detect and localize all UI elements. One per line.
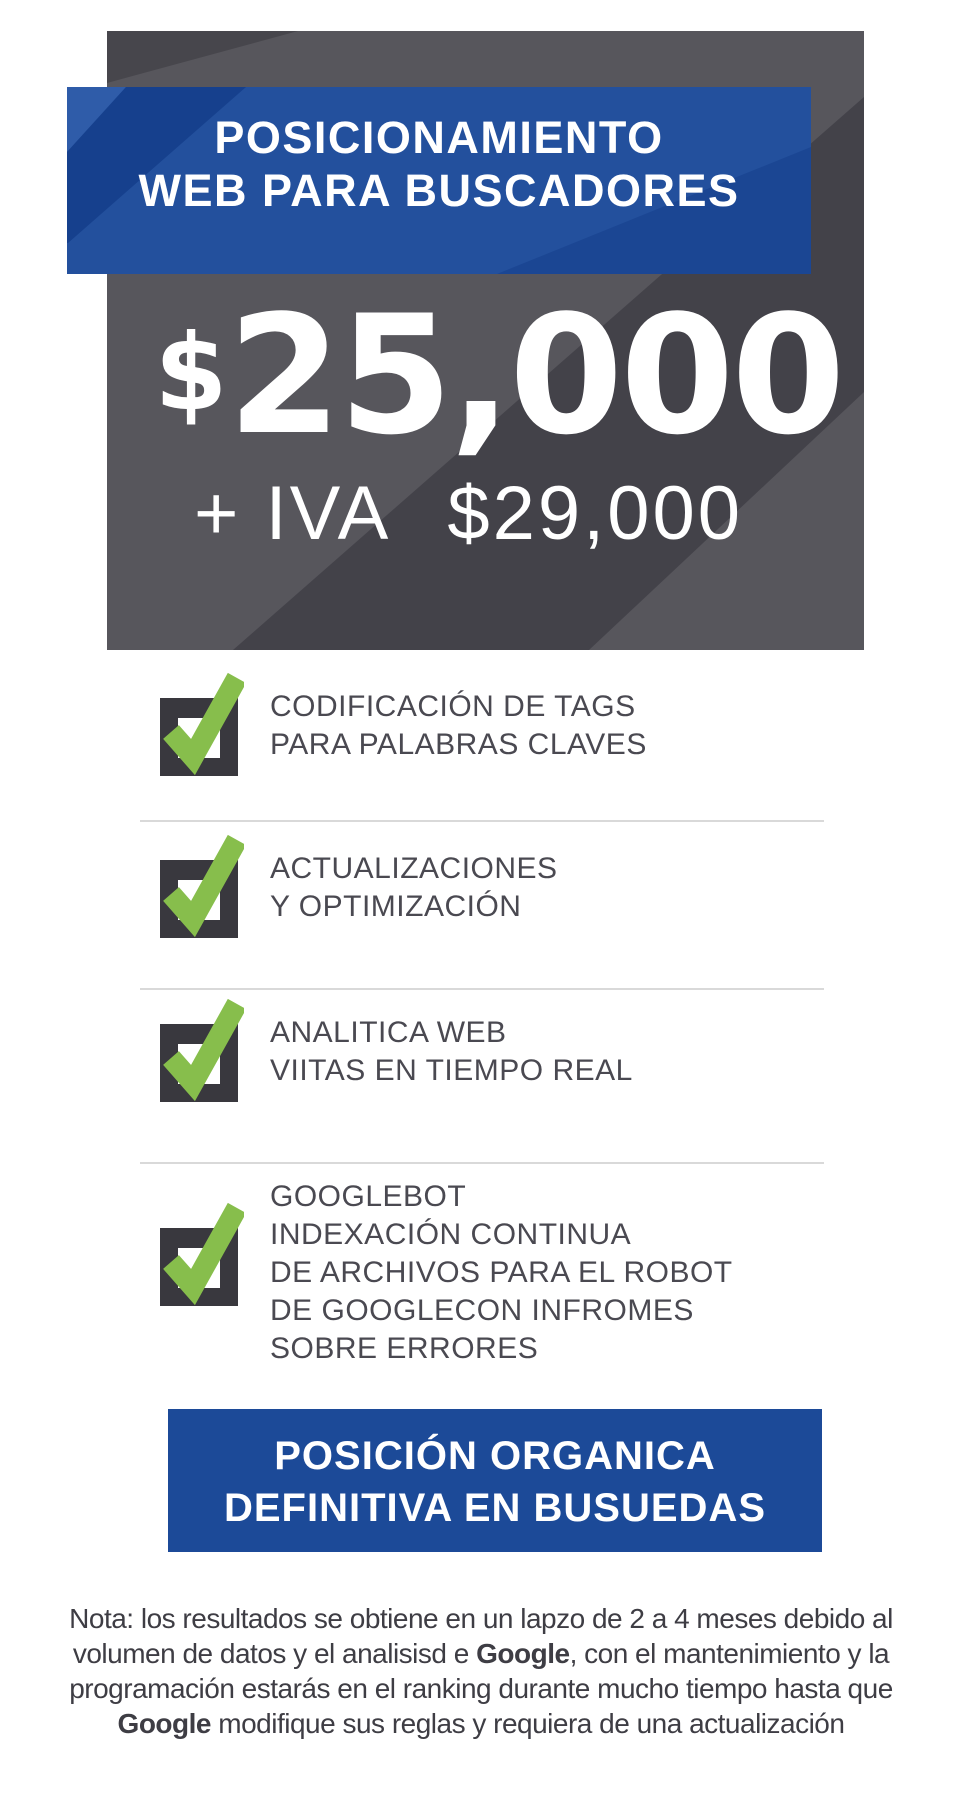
checkbox-checked-icon bbox=[156, 1196, 244, 1310]
note-text: modifique sus reglas y requiera de una actualización bbox=[211, 1708, 845, 1739]
checklist-item-3 bbox=[270, 1014, 870, 1090]
checkbox-checked-icon bbox=[156, 992, 244, 1106]
checklist-item-4 bbox=[270, 1178, 870, 1368]
checklist-item-line: SOBRE ERRORES bbox=[270, 1332, 539, 1365]
divider bbox=[140, 820, 824, 822]
checklist-item-line: Y OPTIMIZACIÓN bbox=[270, 890, 522, 923]
page-title bbox=[67, 87, 811, 217]
note-text: , con el mantenimiento y la bbox=[569, 1638, 890, 1669]
divider bbox=[140, 1162, 824, 1164]
title-line-1: POSICIONAMIENTO bbox=[214, 112, 664, 163]
currency-symbol: $ bbox=[154, 311, 228, 434]
checklist-item-line: CODIFICACIÓN DE TAGS bbox=[270, 690, 636, 723]
checklist-item-1 bbox=[270, 688, 870, 764]
checkbox-checked-icon bbox=[156, 666, 244, 780]
checkbox-checked-icon bbox=[156, 828, 244, 942]
note-bold-google: Google bbox=[117, 1708, 211, 1739]
result-banner-line-1: POSICIÓN ORGANICA bbox=[274, 1434, 716, 1478]
checklist-item-line: DE GOOGLECON INFROMES bbox=[270, 1294, 694, 1327]
checklist-item-line: PARA PALABRAS CLAVES bbox=[270, 728, 647, 761]
note-line-1: Nota: los resultados se obtiene en un lapzo de 2 a 4 meses debido al bbox=[69, 1603, 893, 1634]
checklist-item-line: INDEXACIÓN CONTINUA bbox=[270, 1218, 632, 1251]
note-bold-google: Google bbox=[476, 1638, 570, 1669]
result-banner bbox=[168, 1409, 822, 1552]
price-value: 25,000 bbox=[227, 280, 843, 471]
tax-amount: $29,000 bbox=[447, 471, 744, 556]
title-line-2: WEB PARA BUSCADORES bbox=[138, 165, 740, 216]
disclaimer-note bbox=[0, 1601, 962, 1741]
note-text: volumen de datos y el analisisd e bbox=[72, 1638, 477, 1669]
note-line-2 bbox=[73, 1638, 889, 1669]
checklist-item-2 bbox=[270, 850, 870, 926]
checklist-item-line: ACTUALIZACIONES bbox=[270, 852, 558, 885]
checklist-item-line: GOOGLEBOT bbox=[270, 1180, 467, 1213]
divider bbox=[140, 988, 824, 990]
title-banner bbox=[67, 87, 811, 274]
price-amount bbox=[107, 280, 864, 471]
checklist-item-line: ANALITICA WEB bbox=[270, 1016, 507, 1049]
tax-label: + IVA bbox=[193, 471, 392, 556]
price-with-tax bbox=[107, 471, 864, 556]
gray-topleft-shade bbox=[107, 31, 298, 83]
result-banner-line-2: DEFINITIVA EN BUSUEDAS bbox=[223, 1486, 767, 1530]
note-line-4 bbox=[118, 1708, 845, 1739]
checklist-item-line: DE ARCHIVOS PARA EL ROBOT bbox=[270, 1256, 733, 1289]
note-line-3: programación estarás en el ranking durante mucho tiempo hasta que bbox=[69, 1673, 893, 1704]
checklist-item-line: VIITAS EN TIEMPO REAL bbox=[270, 1054, 633, 1087]
